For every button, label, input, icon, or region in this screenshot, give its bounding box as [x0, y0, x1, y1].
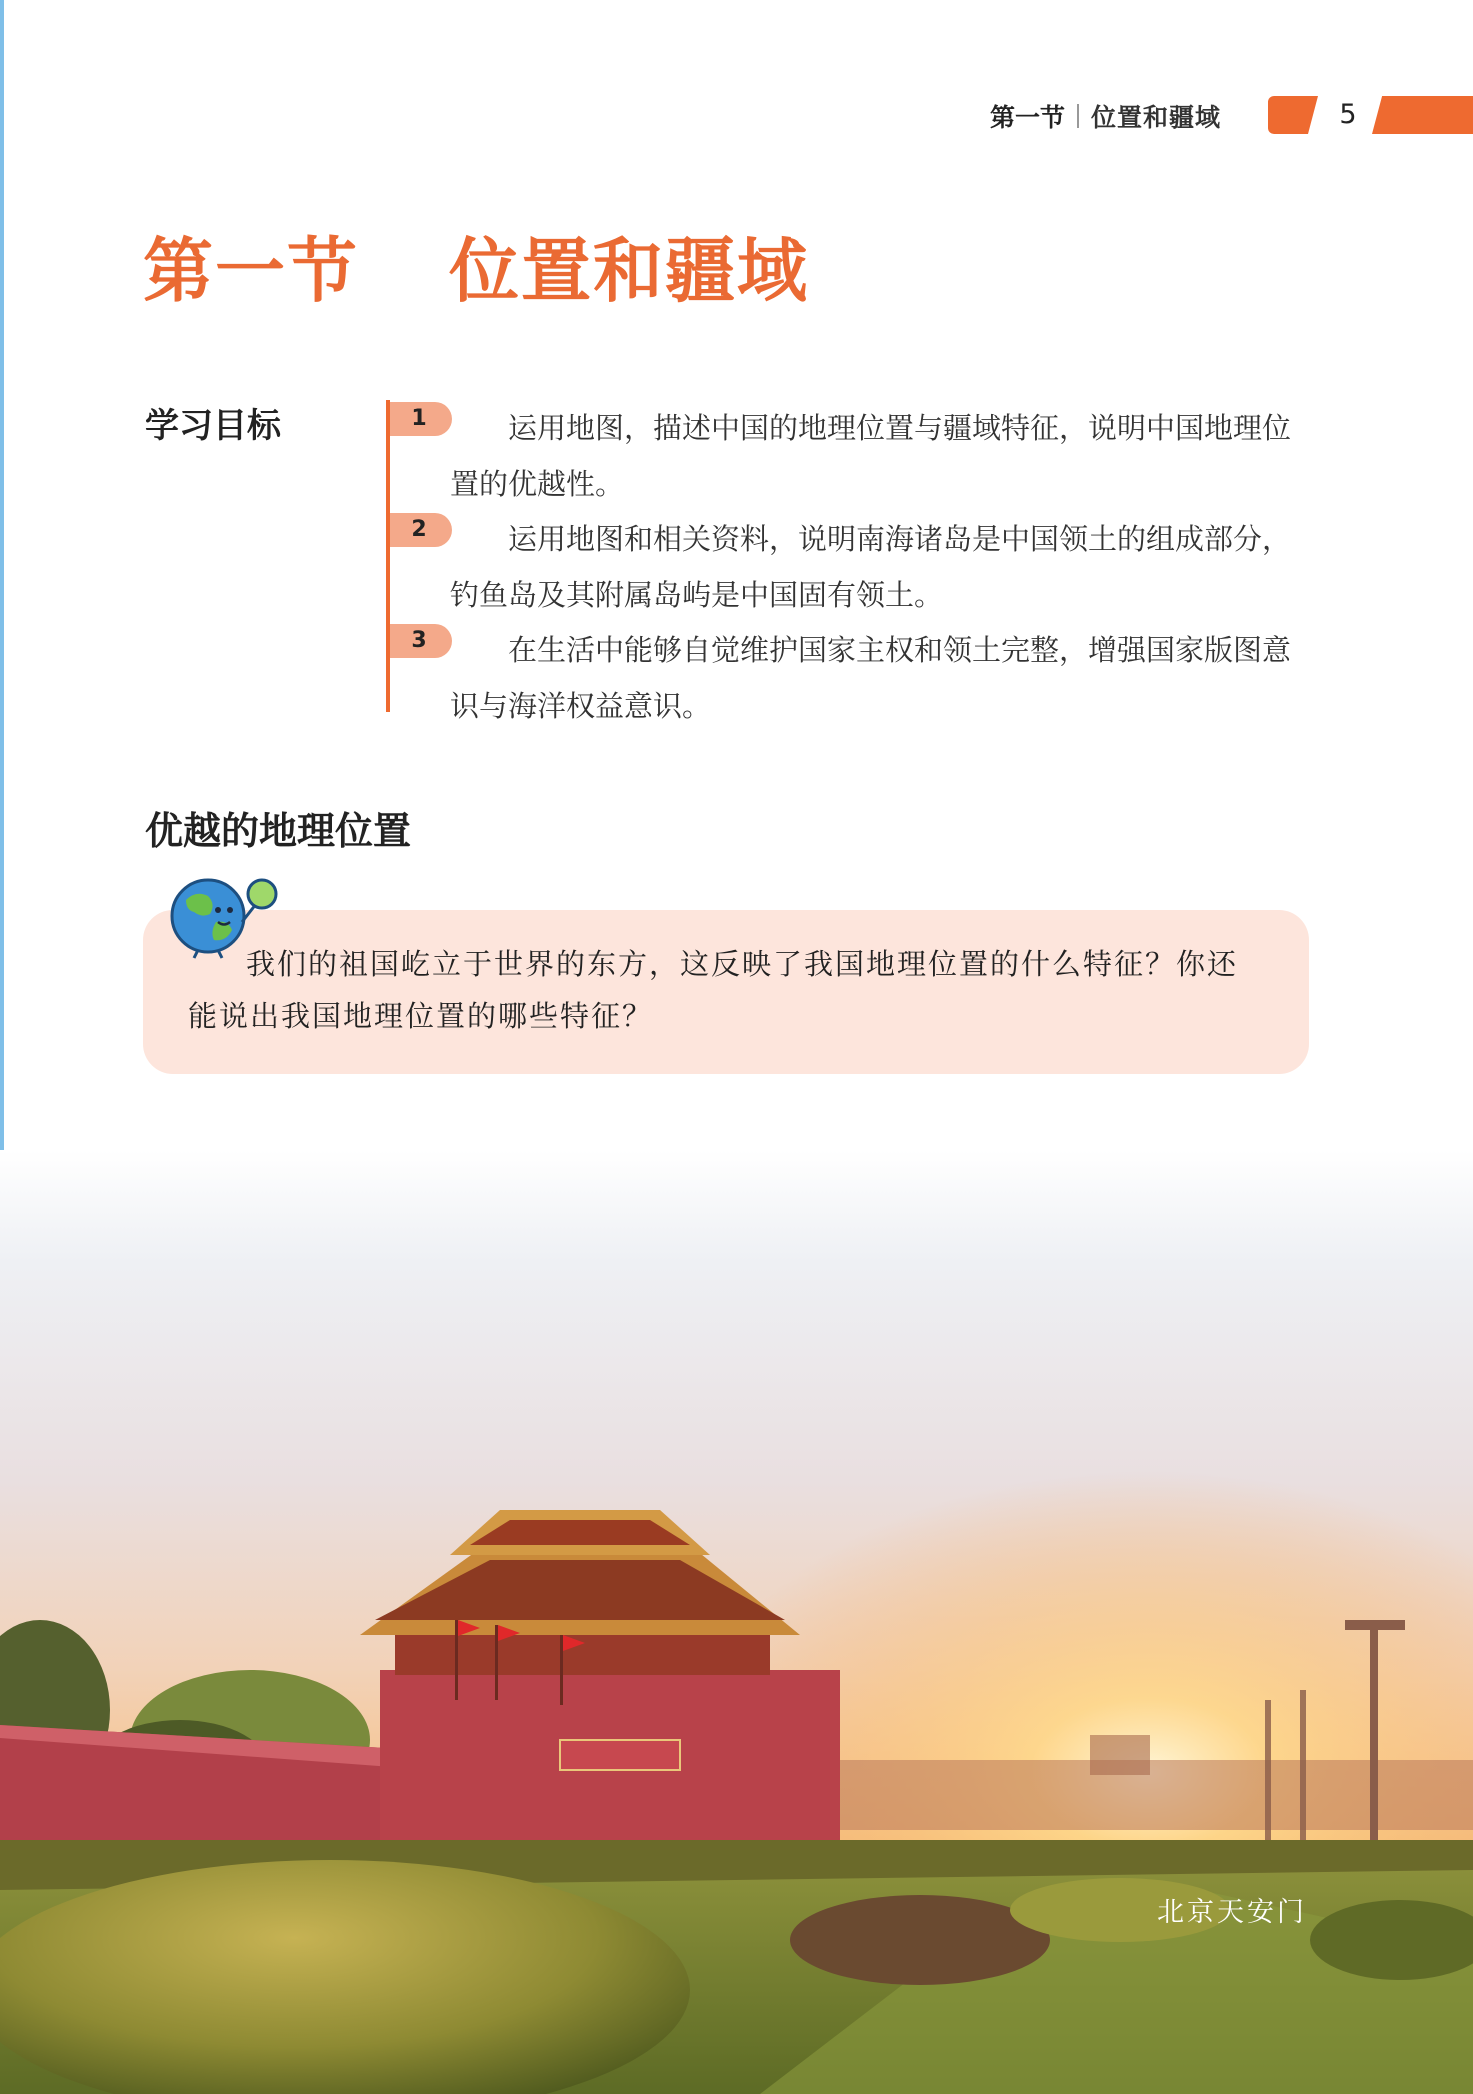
header-divider	[1077, 104, 1079, 128]
objectives-label: 学习目标	[145, 406, 281, 446]
think-question: 我们的祖国屹立于世界的东方，这反映了我国地理位置的什么特征？你还能说出我国地理位置的哪些特征？	[188, 947, 1239, 1033]
header-title: 位置和疆域	[1091, 103, 1222, 132]
running-header	[990, 96, 1221, 136]
header-tab-right	[1372, 96, 1473, 134]
page-title-text: 位置和疆域	[449, 229, 809, 312]
objectives-bar	[386, 400, 390, 712]
objective-text: 运用地图，描述中国的地理位置与疆域特征，说明中国地理位置的优越性。	[450, 411, 1292, 501]
objective-number: 3	[386, 624, 452, 658]
tiananmen-photo	[0, 1150, 1473, 2094]
objective-text: 在生活中能够自觉维护国家主权和领土完整，增强国家版图意识与海洋权益意识。	[450, 633, 1292, 723]
photo-caption: 北京天安门	[1157, 1897, 1307, 1928]
section-heading: 优越的地理位置	[145, 809, 412, 853]
page-title	[143, 215, 809, 316]
header-section: 第一节	[990, 103, 1066, 132]
page-number: 5	[1339, 99, 1357, 130]
page-left-edge	[0, 0, 4, 1180]
page-title-section: 第一节	[143, 229, 359, 312]
objective-number: 1	[386, 402, 452, 436]
think-box	[143, 910, 1309, 1074]
objective-text: 运用地图和相关资料，说明南海诸岛是中国领土的组成部分，钓鱼岛及其附属岛屿是中国固有领土。	[450, 522, 1292, 612]
objective-number: 2	[386, 513, 452, 547]
globe-mascot-icon	[168, 870, 286, 960]
header-tab-left	[1268, 96, 1318, 134]
